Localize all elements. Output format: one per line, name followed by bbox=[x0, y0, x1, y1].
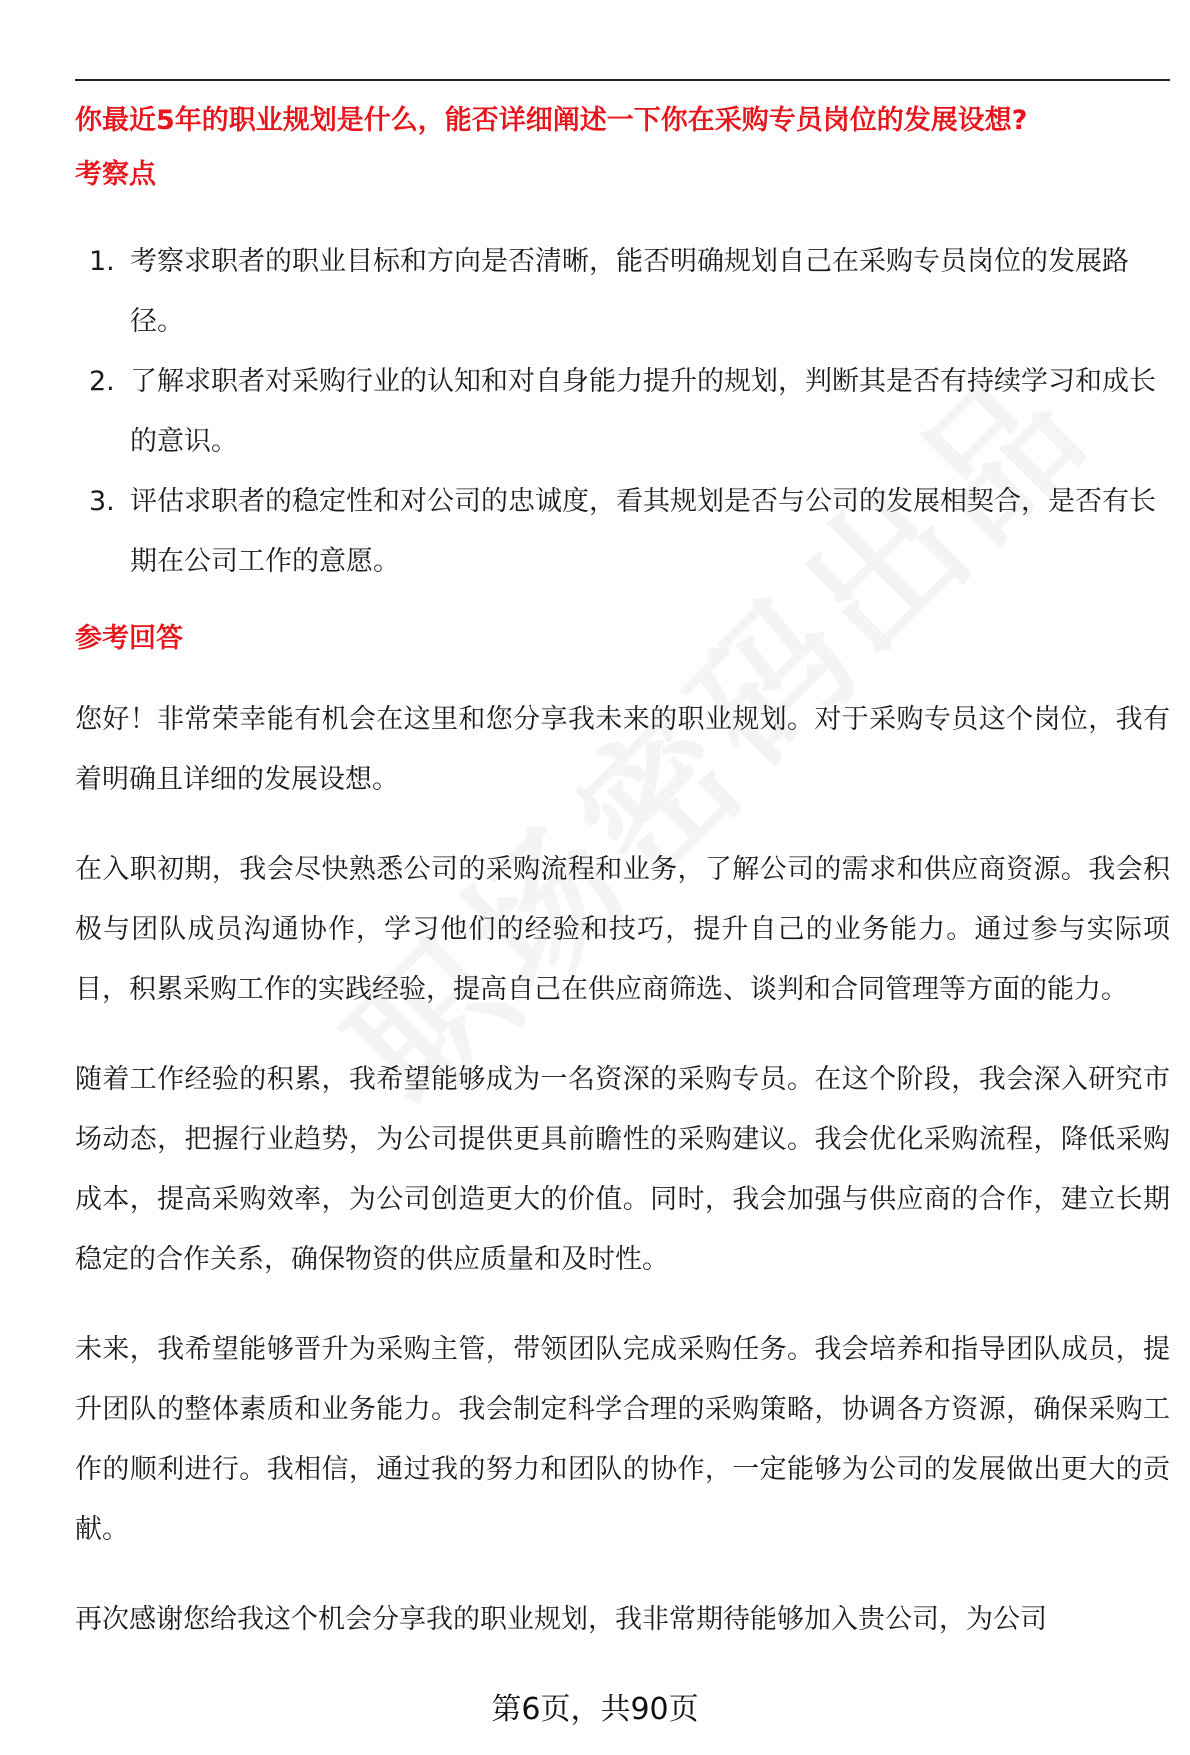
answer-paragraph: 未来，我希望能够晋升为采购主管，带领团队完成采购任务。我会培养和指导团队成员，提升团队的整体素质和业务能力。我会制定科学合理的采购策略，协调各方资源，确保采购工作的顺利进行。我相信，通过我的努力和团队的协作，一定能够为公司的发展做出更大的贡献。 bbox=[75, 1334, 1170, 1545]
answer-paragraph: 在入职初期，我会尽快熟悉公司的采购流程和业务，了解公司的需求和供应商资源。我会积极与团队成员沟通协作，学习他们的经验和技巧，提升自己的业务能力。通过参与实际项目，积累采购工作的实践经验，提高自己在供应商筛选、谈判和合同管理等方面的能力。 bbox=[75, 854, 1170, 1005]
answer-body bbox=[75, 690, 1170, 1680]
question-title: 你最近5年的职业规划是什么，能否详细阐述一下你在采购专员岗位的发展设想? bbox=[75, 105, 1028, 136]
list-item bbox=[75, 352, 1170, 472]
list-item bbox=[75, 232, 1170, 352]
list-item-number: 2. bbox=[89, 366, 115, 397]
list-item-number: 3. bbox=[89, 486, 115, 517]
list-item-number: 1. bbox=[89, 246, 115, 277]
answer-paragraph: 您好！非常荣幸能有机会在这里和您分享我未来的职业规划。对于采购专员这个岗位，我有着明确且详细的发展设想。 bbox=[75, 704, 1170, 795]
list-item-text: 评估求职者的稳定性和对公司的忠诚度，看其规划是否与公司的发展相契合，是否有长期在公司工作的意愿。 bbox=[130, 486, 1156, 577]
list-item-text: 考察求职者的职业目标和方向是否清晰，能否明确规划自己在采购专员岗位的发展路径。 bbox=[130, 246, 1129, 337]
answer-paragraph: 再次感谢您给我这个机会分享我的职业规划，我非常期待能够加入贵公司，为公司 bbox=[75, 1604, 1047, 1635]
list-item bbox=[75, 472, 1170, 592]
list-item-text: 了解求职者对采购行业的认知和对自身能力提升的规划，判断其是否有持续学习和成长的意识。 bbox=[130, 366, 1156, 457]
points-heading: 考察点 bbox=[75, 159, 156, 190]
top-divider bbox=[75, 79, 1170, 81]
answer-heading: 参考回答 bbox=[75, 623, 183, 654]
page-number: 第6页，共90页 bbox=[491, 1692, 699, 1727]
points-list bbox=[75, 232, 1170, 592]
answer-paragraph: 随着工作经验的积累，我希望能够成为一名资深的采购专员。在这个阶段，我会深入研究市场动态，把握行业趋势，为公司提供更具前瞻性的采购建议。我会优化采购流程，降低采购成本，提高采购效率，为公司创造更大的价值。同时，我会加强与供应商的合作，建立长期稳定的合作关系，确保物资的供应质量和及时性。 bbox=[75, 1064, 1170, 1275]
